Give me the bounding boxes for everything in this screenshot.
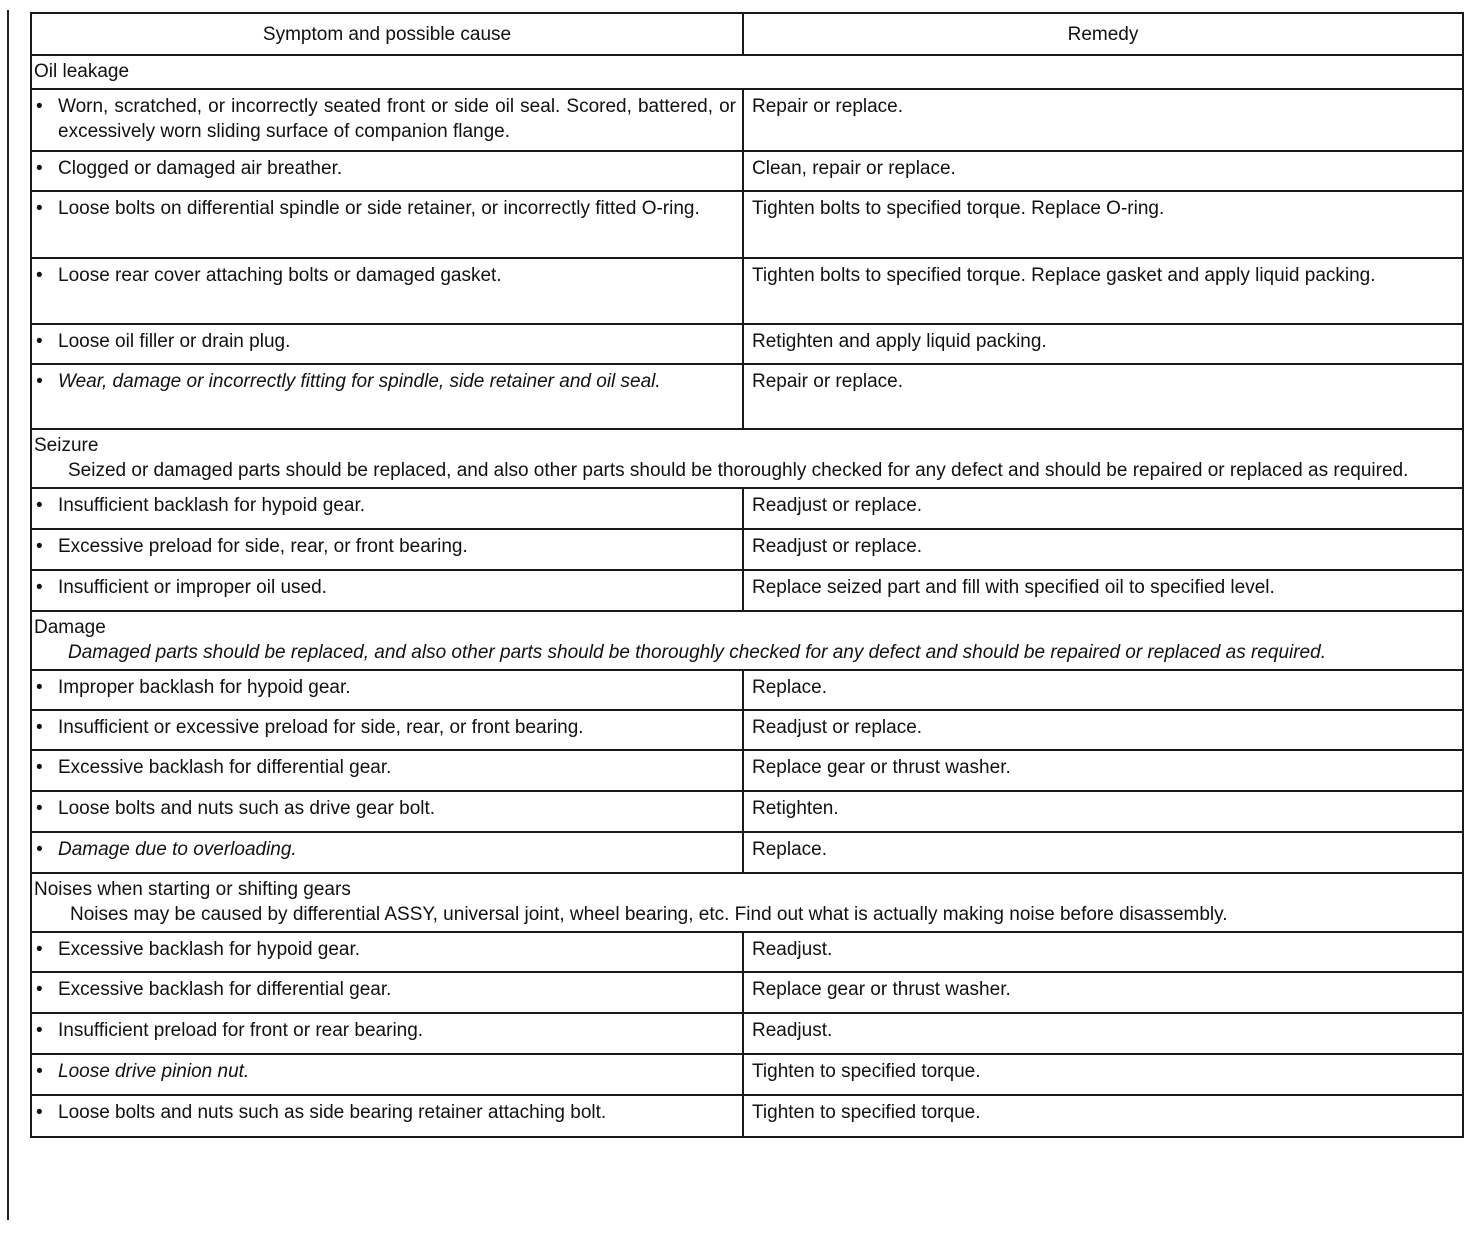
bullet-icon: • <box>36 96 43 117</box>
cause-text: Excessive backlash for hypoid gear. <box>58 939 361 960</box>
bullet-icon: • <box>36 536 43 557</box>
remedy-text: Replace. <box>743 670 1463 710</box>
remedy-text: Readjust. <box>743 1013 1463 1054</box>
cause-text: Loose oil filler or drain plug. <box>58 331 291 352</box>
remedy-text: Readjust or replace. <box>743 529 1463 570</box>
remedy-text: Replace gear or thrust washer. <box>743 972 1463 1013</box>
cause-text: Loose bolts and nuts such as side bearing retainer attaching bolt. <box>58 1102 607 1123</box>
table-row <box>31 151 1463 191</box>
section-note: Seized or damaged parts should be replaced, and also other parts should be thoroughly checked for any defect and should be repaired or replaced as required. <box>68 460 1409 481</box>
remedy-text: Retighten and apply liquid packing. <box>743 324 1463 364</box>
bullet-icon: • <box>36 1061 43 1082</box>
section-note: Noises may be caused by differential ASSY, universal joint, wheel bearing, etc. Find out what is actually making noise before disassembly. <box>70 904 1228 925</box>
cause-text: Loose bolts and nuts such as drive gear bolt. <box>58 798 436 819</box>
remedy-text: Readjust or replace. <box>743 488 1463 529</box>
table-row <box>31 258 1463 324</box>
cause-text: Insufficient or improper oil used. <box>58 577 327 598</box>
section-title: Oil leakage <box>34 61 130 82</box>
bullet-icon: • <box>36 939 43 960</box>
section-title: Damage <box>34 617 106 638</box>
cause-text: Excessive backlash for differential gear. <box>58 979 392 1000</box>
table-row <box>31 364 1463 429</box>
remedy-text: Tighten bolts to specified torque. Replace gasket and apply liquid packing. <box>743 258 1463 324</box>
table-row <box>31 670 1463 710</box>
section-row-oil-leakage <box>31 55 1463 89</box>
remedy-text: Retighten. <box>743 791 1463 832</box>
cause-text: Loose rear cover attaching bolts or damaged gasket. <box>58 265 502 286</box>
header-row <box>31 13 1463 55</box>
bullet-icon: • <box>36 1102 43 1123</box>
remedy-text: Replace gear or thrust washer. <box>743 750 1463 791</box>
bullet-icon: • <box>36 677 43 698</box>
bullet-icon: • <box>36 979 43 1000</box>
cause-text: Insufficient or excessive preload for side, rear, or front bearing. <box>58 717 584 738</box>
table-row <box>31 710 1463 750</box>
table-row <box>31 750 1463 791</box>
section-row-seizure <box>31 429 1463 488</box>
remedy-text: Tighten to specified torque. <box>743 1095 1463 1137</box>
header-cause: Symptom and possible cause <box>31 13 743 55</box>
cause-text: Insufficient backlash for hypoid gear. <box>58 495 366 516</box>
table-row <box>31 191 1463 258</box>
bullet-icon: • <box>36 1020 43 1041</box>
remedy-text: Repair or replace. <box>743 364 1463 429</box>
cause-text: Insufficient preload for front or rear bearing. <box>58 1020 424 1041</box>
cause-text: Excessive backlash for differential gear. <box>58 757 392 778</box>
remedy-text: Replace. <box>743 832 1463 873</box>
section-title: Seizure <box>34 435 99 456</box>
bullet-icon: • <box>36 717 43 738</box>
table-row <box>31 1054 1463 1095</box>
cause-text: Damage due to overloading. <box>58 839 297 860</box>
cause-text: Loose bolts on differential spindle or side retainer, or incorrectly fitted O-ring. <box>58 198 700 219</box>
table-row <box>31 972 1463 1013</box>
section-row-damage <box>31 611 1463 670</box>
cause-text: Worn, scratched, or incorrectly seated front or side oil seal. Scored, battered, or excessively worn sliding surface of companion flange. <box>58 96 736 142</box>
cause-text: Loose drive pinion nut. <box>58 1061 250 1082</box>
remedy-text: Repair or replace. <box>743 89 1463 151</box>
section-note: Damaged parts should be replaced, and also other parts should be thoroughly checked for any defect and should be repaired or replaced as required. <box>68 642 1326 663</box>
table-row <box>31 529 1463 570</box>
bullet-icon: • <box>36 265 43 286</box>
left-margin-rule <box>7 10 9 1220</box>
table-row <box>31 791 1463 832</box>
section-row-noises <box>31 873 1463 932</box>
bullet-icon: • <box>36 158 43 179</box>
remedy-text: Tighten to specified torque. <box>743 1054 1463 1095</box>
cause-text: Wear, damage or incorrectly fitting for spindle, side retainer and oil seal. <box>58 371 661 392</box>
cause-text: Excessive preload for side, rear, or front bearing. <box>58 536 468 557</box>
remedy-text: Replace seized part and fill with specified oil to specified level. <box>743 570 1463 611</box>
table-row <box>31 1013 1463 1054</box>
bullet-icon: • <box>36 331 43 352</box>
bullet-icon: • <box>36 371 43 392</box>
table-row <box>31 89 1463 151</box>
bullet-icon: • <box>36 757 43 778</box>
table-row <box>31 570 1463 611</box>
remedy-text: Tighten bolts to specified torque. Replace O-ring. <box>743 191 1463 258</box>
bullet-icon: • <box>36 839 43 860</box>
section-title: Noises when starting or shifting gears <box>34 879 351 900</box>
remedy-text: Readjust or replace. <box>743 710 1463 750</box>
table-row <box>31 324 1463 364</box>
header-remedy: Remedy <box>743 13 1463 55</box>
remedy-text: Clean, repair or replace. <box>743 151 1463 191</box>
cause-text: Improper backlash for hypoid gear. <box>58 677 351 698</box>
table-row <box>31 488 1463 529</box>
bullet-icon: • <box>36 495 43 516</box>
bullet-icon: • <box>36 798 43 819</box>
remedy-text: Readjust. <box>743 932 1463 972</box>
table-row <box>31 932 1463 972</box>
table-row <box>31 1095 1463 1137</box>
cause-text: Clogged or damaged air breather. <box>58 158 343 179</box>
bullet-icon: • <box>36 198 43 219</box>
table-row <box>31 832 1463 873</box>
bullet-icon: • <box>36 577 43 598</box>
troubleshooting-table <box>30 12 1464 1138</box>
